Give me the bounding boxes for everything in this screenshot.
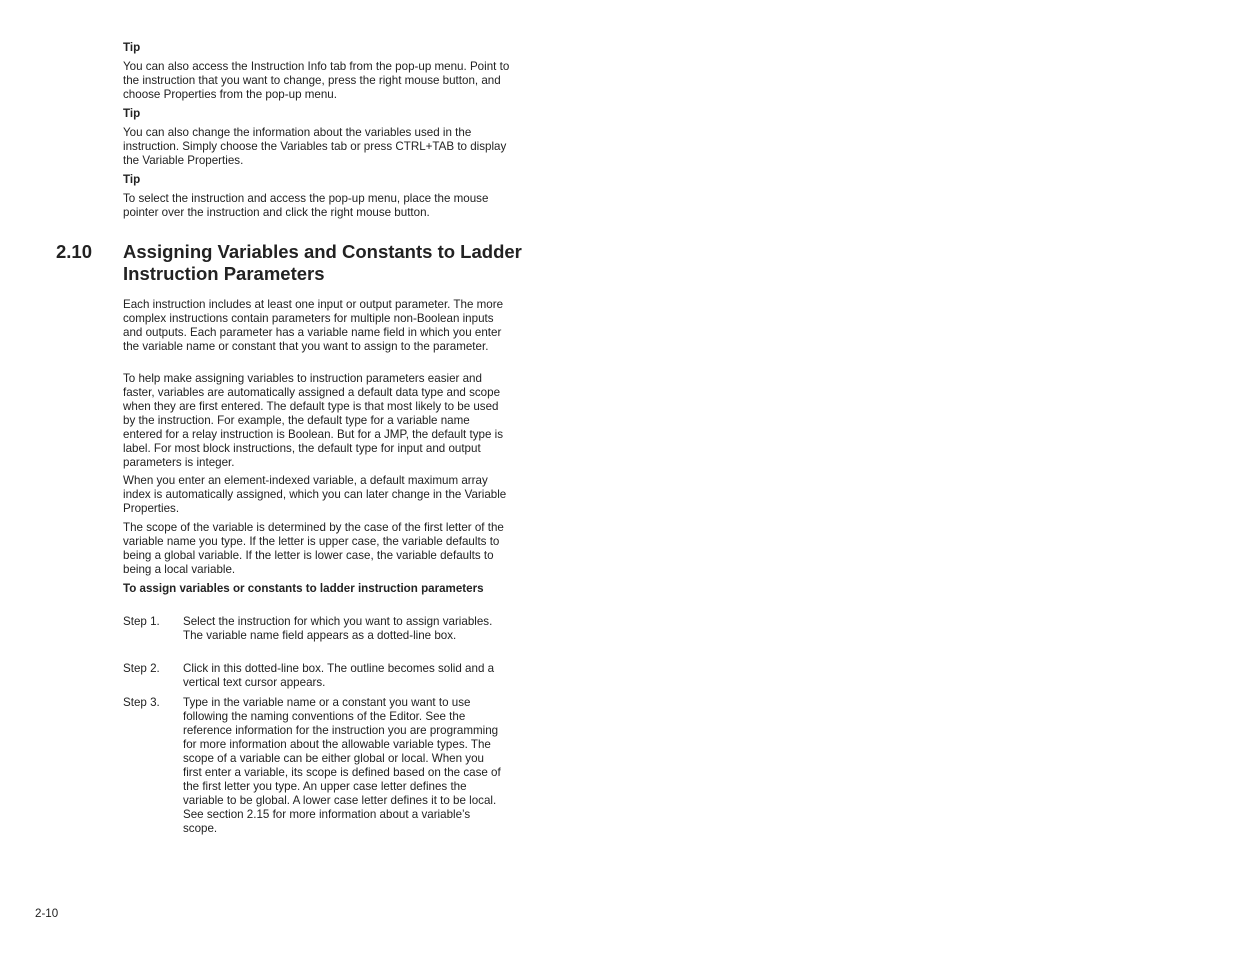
tip-label: Tip	[123, 107, 141, 120]
section-title: Assigning Variables and Constants to Ladder Instruction Parameters	[123, 241, 522, 284]
paragraph-text: To help make assigning variables to instruction parameters easier and faster, variables are automatically assigned a default data type and scope when they are first entered. The default type is that most likely to be used by the instruction. For example, the default type for a variable name entered for a relay instruction is Boolean. But for a JMP, the default type is label. For most block instructions, the default type for input and output parameters is integer.	[123, 372, 504, 469]
tip-body	[123, 192, 511, 220]
tip-label: Tip	[123, 41, 141, 54]
tip-body	[123, 126, 511, 168]
procedure-heading-text: To assign variables or constants to ladder instruction parameters	[123, 582, 484, 595]
body-paragraph	[123, 372, 511, 470]
paragraph-text: Each instruction includes at least one input or output parameter. The more complex instructions contain parameters for multiple non-Boolean inputs and outputs. Each parameter has a variable name field in which you enter the variable name or constant that you want to assign to the parameter.	[123, 298, 504, 353]
page-number: 2-10	[35, 907, 59, 920]
paragraph-text: The scope of the variable is determined by the case of the first letter of the variable name you type. If the letter is upper case, the variable defaults to being a global variable. If the letter is lower case, the variable defaults to being a local variable.	[123, 521, 504, 576]
tip-text: You can also access the Instruction Info tab from the pop-up menu. Point to the instruction that you want to change, press the right mouse button, and choose Properties from the pop-up menu.	[123, 60, 510, 101]
section-number: 2.10	[56, 241, 93, 262]
step-text: Select the instruction for which you want to assign variables. The variable name field appears as a dotted-line box.	[183, 615, 493, 642]
step-label: Step 1.	[123, 615, 160, 628]
step-label: Step 2.	[123, 662, 160, 675]
body-paragraph	[123, 521, 511, 577]
step-label: Step 3.	[123, 696, 160, 709]
paragraph-text: When you enter an element-indexed variable, a default maximum array index is automatically assigned, which you can later change in the Variable Properties.	[123, 474, 507, 515]
body-paragraph	[123, 298, 511, 354]
step-text: Type in the variable name or a constant you want to use following the naming conventions of the Editor. See the reference information for the instruction you are programming for more information about the allowable variable types. The scope of a variable can be either global or local. When you first enter a variable, its scope is defined based on the case of the first letter you type. An upper case letter defines the variable to be global. A lower case letter defines it to be local. See section 2.15 for more information about a variable’s scope.	[183, 696, 501, 835]
body-paragraph	[123, 474, 511, 516]
tip-label: Tip	[123, 173, 141, 186]
tip-body	[123, 60, 511, 102]
tip-text: To select the instruction and access the pop-up menu, place the mouse pointer over the instruction and click the right mouse button.	[123, 192, 489, 219]
tip-text: You can also change the information about the variables used in the instruction. Simply choose the Variables tab or press CTRL+TAB to display the Variable Properties.	[123, 126, 507, 167]
procedure-heading	[123, 582, 511, 596]
step-text: Click in this dotted-line box. The outline becomes solid and a vertical text cursor appears.	[183, 662, 495, 689]
